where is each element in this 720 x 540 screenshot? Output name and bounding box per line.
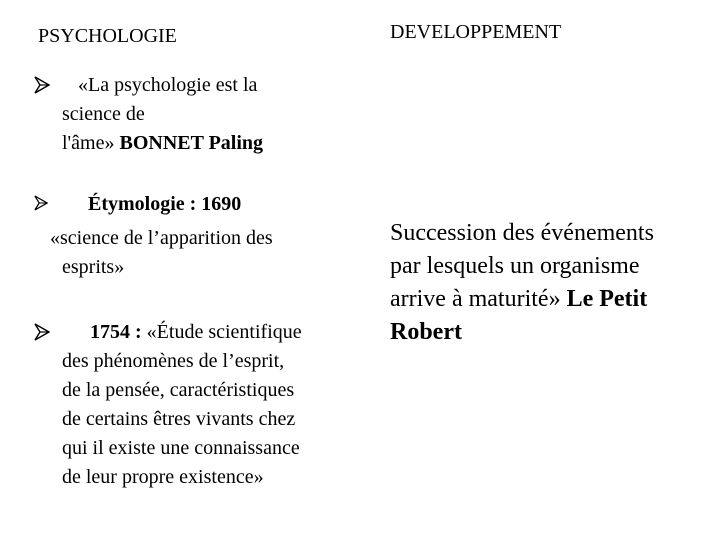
etymology-label: Étymologie : 1690: [88, 193, 242, 215]
arrow-bullet-icon: [34, 195, 48, 211]
bullet3-line2: des phénomènes de l’esprit,: [62, 350, 285, 372]
bullet3-line1: [90, 318, 302, 347]
definition-line1: Succession des événements: [390, 220, 654, 246]
bullet3-line3: de la pensée, caractéristiques: [62, 379, 295, 401]
heading-developpement: DEVELOPPEMENT: [390, 21, 562, 43]
bullet1-author: BONNET Paling: [119, 132, 264, 154]
definition-line4: [390, 316, 462, 349]
year-1754-label: 1754 :: [90, 321, 142, 343]
bullet3-line4: de certains êtres vivants chez: [62, 408, 296, 430]
bullet3-line5: qui il existe une connaissance: [62, 437, 300, 459]
bullet1-line1: «La psychologie est la: [78, 74, 258, 96]
bullet1-line3: [62, 129, 263, 158]
source-robert: Robert: [390, 319, 462, 345]
definition-line3-text: arrive à maturité»: [390, 286, 567, 312]
heading-psychologie: PSYCHOLOGIE: [38, 25, 177, 47]
arrow-bullet-icon: [34, 323, 50, 341]
bullet2-line3: esprits»: [62, 256, 125, 278]
arrow-bullet-icon: [34, 76, 50, 94]
bullet3-line6: de leur propre existence»: [62, 466, 264, 488]
bullet1-line3-text: l'âme»: [62, 132, 120, 154]
definition-line3: [390, 283, 647, 316]
bullet2-line2: «science de l’apparition des: [50, 227, 273, 249]
bullet1-line2: science de: [62, 103, 145, 125]
bullet3-line1-text: «Étude scientifique: [141, 321, 302, 343]
definition-line2: par lesquels un organisme: [390, 253, 640, 279]
source-le-petit: Le Petit: [566, 286, 648, 312]
bullet2-line1: [88, 190, 241, 219]
